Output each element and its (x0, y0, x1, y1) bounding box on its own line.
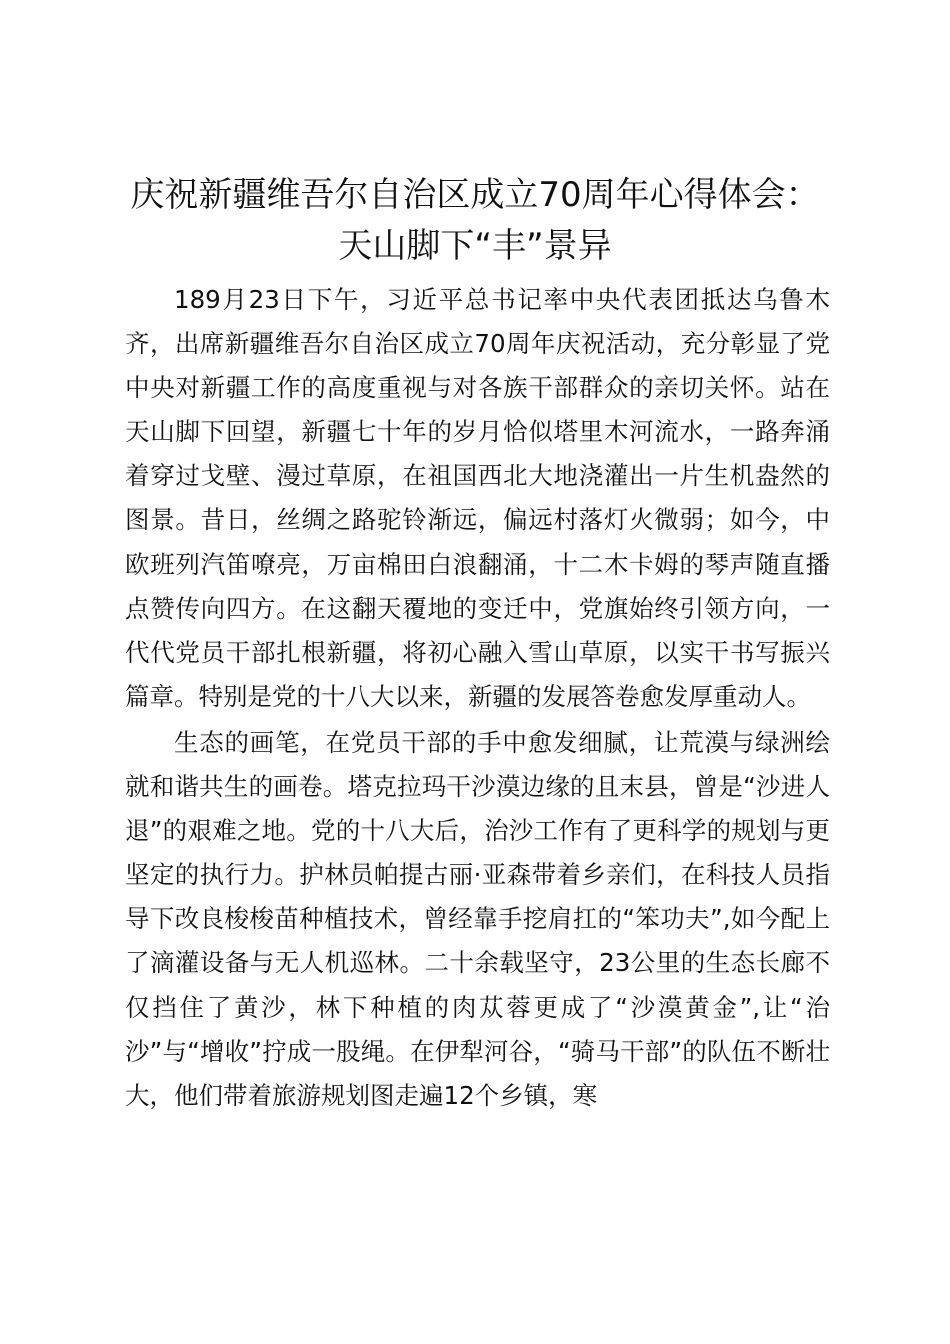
paragraph-2: 生态的画笔，在党员干部的手中愈发细腻，让荒漠与绿洲绘就和谐共生的画卷。塔克拉玛干沙漠边缘的且末县，曾是“沙进人退”的艰难之地。党的十八大后，治沙工作有了更科学的规划与更坚定的执行力。护林员帕提古丽·亚森带着乡亲们，在科技人员指导下改良梭梭苗种植技术，曾经靠手挖肩扛的“笨功夫”,如今配上了滴灌设备与无人机巡林。二十余载坚守，23公里的生态长廊不仅挡住了黄沙，林下种植的肉苁蓉更成了“沙漠黄金”,让“治沙”与“增收”拧成一股绳。在伊犁河谷，“骑马干部”的队伍不断壮大，他们带着旅游规划图走遍12个乡镇，寒 (125, 727, 830, 1110)
paragraph-1: 189月23日下午，习近平总书记率中央代表团抵达乌鲁木齐，出席新疆维吾尔自治区成立70周年庆祝活动，充分彰显了党中央对新疆工作的高度重视与对各族干部群众的亲切关怀。站在天山脚下回望，新疆七十年的岁月恰似塔里木河流水，一路奔涌着穿过戈壁、漫过草原，在祖国西北大地浇灌出一片生机盎然的图景。昔日，丝绸之路驼铃渐远，偏远村落灯火微弱；如今，中欧班列汽笛嘹亮，万亩棉田白浪翻涌，十二木卡姆的琴声随直播点赞传向四方。在这翻天覆地的变迁中，党旗始终引领方向，一代代党员干部扎根新疆，将初心融入雪山草原，以实干书写振兴篇章。特别是党的十八大以来，新疆的发展答卷愈发厚重动人。 (125, 285, 830, 711)
document-title: 庆祝新疆维吾尔自治区成立70周年心得体会：天山脚下“丰”景异 (130, 175, 820, 266)
document-body (125, 278, 830, 1120)
